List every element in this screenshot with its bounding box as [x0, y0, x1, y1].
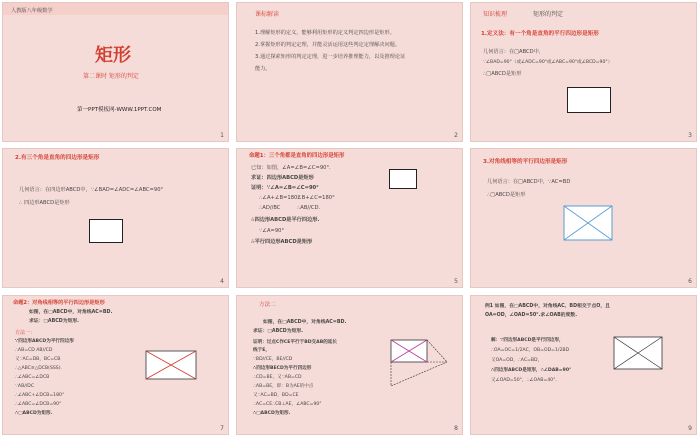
slide-text: ∴∠A+∠B=180°: [259, 195, 300, 201]
slide-text: ∵∠BAD=90°（或∠ADC=90°或∠ABC=90°或∠BCD=90°）: [483, 60, 613, 65]
slide-text: ∴∠ABC+∠DCB=180°: [15, 393, 65, 398]
slide-text: ∴AB=BE，即：B为AE的中点: [253, 384, 314, 389]
slide-thumbnail-2[interactable]: [236, 2, 463, 142]
slide-text: ∴AB//CD.: [297, 205, 321, 211]
slide-heading: 知识梳理: [483, 11, 508, 18]
slide-text: ∴△ABC≌△DCB(SSS).: [15, 366, 62, 371]
rectangle-diagonals-figure: [613, 336, 663, 370]
slide-number: 5: [454, 278, 458, 285]
slide-heading: 矩形的判定: [533, 11, 564, 18]
slide-number: 4: [220, 278, 224, 285]
slide-text: ∴∠ABC=∠DCB=90°: [15, 402, 62, 407]
rectangle-figure: [89, 219, 123, 243]
slide-text: OA=OD，∠OAD=50°.求∠OAB的度数.: [485, 313, 578, 318]
slide-text: 2.掌握矩形的判定定理，并能灵活运用这些判定定理解决问题。: [255, 42, 401, 48]
slide-thumbnail-6[interactable]: [470, 148, 697, 288]
slide-number: 7: [220, 425, 224, 432]
slide-thumbnail-8[interactable]: [236, 295, 463, 435]
slide-heading: 命题2：对角线相等的平行四边形是矩形: [13, 300, 105, 306]
slide-text: ∴AB=CD AB//CD: [15, 348, 53, 353]
slide-number: 6: [688, 278, 692, 285]
slide-number: 9: [688, 425, 692, 432]
slide-text: 线于E，: [253, 348, 270, 353]
slide-text: 1.定义法：有一个角是直角的平行四边形是矩形: [481, 31, 599, 37]
slide-text: 证明：过点C作CE平行于BD交AB的延长: [253, 340, 337, 345]
slide-text: ∴四边形BECD为平行四边形: [253, 366, 312, 371]
rectangle-figure: [389, 169, 417, 189]
slide-text: 人教版八年级数学: [11, 8, 53, 14]
slide-text: ∴ 四边形ABCD是矩形: [19, 200, 70, 206]
slide-text: ∵∠A=90°: [259, 228, 285, 234]
slide-number: 2: [454, 132, 458, 139]
slide-text: ∴∠ABC=∠DCB: [15, 375, 50, 380]
slide-text: 已知：如图，∠A=∠B=∠C=90°.: [251, 165, 331, 171]
slide-text: ∠B+∠C=180°: [297, 195, 335, 201]
slide-text: 又∠OAD=50°，∴∠OAB=40°.: [491, 378, 557, 383]
slide-text: ∴□ABCD为矩形.: [253, 411, 291, 416]
slide-text: ∴四边形ABCD是平行四边形.: [251, 217, 320, 223]
slide-text: ∵AB//DC: [15, 384, 35, 389]
slide-text: ∵BD//CE，BE//CD: [253, 357, 293, 362]
rectangle-diagonals-figure: [145, 350, 197, 380]
slide-text: 例1 如图，在□ABCD中，对角线AC、BD相交于点O，且: [485, 304, 610, 309]
slide-text: ∴AD//BC: [259, 205, 281, 211]
slide-text: 如图，在□ABCD中，对角线AC=BD.: [29, 310, 113, 315]
slide-text: 又OA=OD，∴AC=BD，: [491, 358, 543, 363]
slide-thumbnail-3[interactable]: [470, 2, 697, 142]
slide-text: 又∵AC=BD，BD=CE: [253, 393, 299, 398]
slide-text: 几何语言：在□ABCD中，: [483, 49, 545, 55]
slide-number: 8: [454, 425, 458, 432]
slide-text: 能力。: [255, 66, 271, 72]
slide-text: ∴CD=BE，又∵AB=CD: [253, 375, 302, 380]
rectangle-diagonals-figure: [563, 205, 613, 241]
slide-text: ∴平行四边形ABCD是矩形: [251, 239, 313, 245]
slide-text: 求证：四边形ABCD是矩形: [251, 175, 314, 181]
slide-thumbnail-1[interactable]: [2, 2, 229, 142]
slide-text: ∴□ABCD为矩形.: [15, 411, 53, 416]
slide-watermark: 第一PPT模板网-WWW.1PPT.COM: [77, 107, 162, 113]
slide-text: 又∵AC=DB，BC=CB: [15, 357, 61, 362]
slide-title: 矩形: [95, 45, 131, 66]
slide-text: 1.理解矩形的定义，能够利用矩形的定义判定四边形是矩形。: [255, 30, 395, 36]
parallelogram-construction-figure: [387, 338, 451, 390]
slide-text: 解：∵四边形ABCD是平行四边形，: [491, 338, 564, 343]
slide-subheading: 方法一：: [15, 330, 36, 336]
slide-text: 证明：∵∠A=∠B=∠C=90°: [251, 185, 319, 191]
slide-heading: 2.有三个角是直角的四边形是矩形: [15, 155, 100, 161]
slide-thumbnail-5[interactable]: [236, 148, 463, 288]
slide-thumbnail-9[interactable]: [470, 295, 697, 435]
slide-number: 3: [688, 132, 692, 139]
slide-subtitle: 第二课时 矩形的判定: [83, 73, 139, 80]
rectangle-figure: [567, 87, 611, 113]
slide-text: 求证：□ABCD为矩形.: [29, 319, 80, 324]
slide-text: ∴□ABCD是矩形: [483, 71, 522, 77]
slide-text: 3.通过探索矩形的判定定理，进一步培养推理能力，以及推理论证: [255, 54, 406, 60]
slide-thumbnail-7[interactable]: [2, 295, 229, 435]
slide-number: 1: [220, 132, 224, 139]
slide-text: ∴OA=OC=1/2AC，OB=OD=1/2BD: [491, 348, 570, 353]
slide-heading: 3.对角线相等的平行四边形是矩形: [483, 159, 568, 165]
slide-text: ∴□ABCD是矩形: [487, 192, 526, 198]
slide-thumbnail-4[interactable]: [2, 148, 229, 288]
slide-text: 如图，在□ABCD中，对角线AC=BD.: [263, 320, 347, 325]
slide-text: 几何语言：在四边形ABCD中，∵∠BAD=∠ADC=∠ABC=90°: [19, 187, 164, 193]
slide-heading: 方法二: [259, 302, 276, 308]
slide-text: ∴四边形ABCD是矩形，∴∠DAB=90°: [491, 368, 572, 373]
slide-heading: 命题1：三个角都是直角的四边形是矩形: [249, 153, 345, 159]
slide-text: ∵四边形ABCD为平行四边形: [15, 339, 74, 344]
slide-heading: 课标解读: [255, 11, 280, 18]
slide-text: 求证：□ABCD为矩形.: [253, 329, 304, 334]
slide-text: 几何语言：在□ABCD中，∵AC=BD: [487, 179, 571, 185]
slide-text: ∴AC=CE∴CB⊥AE，∠ABC=90°: [253, 402, 322, 407]
